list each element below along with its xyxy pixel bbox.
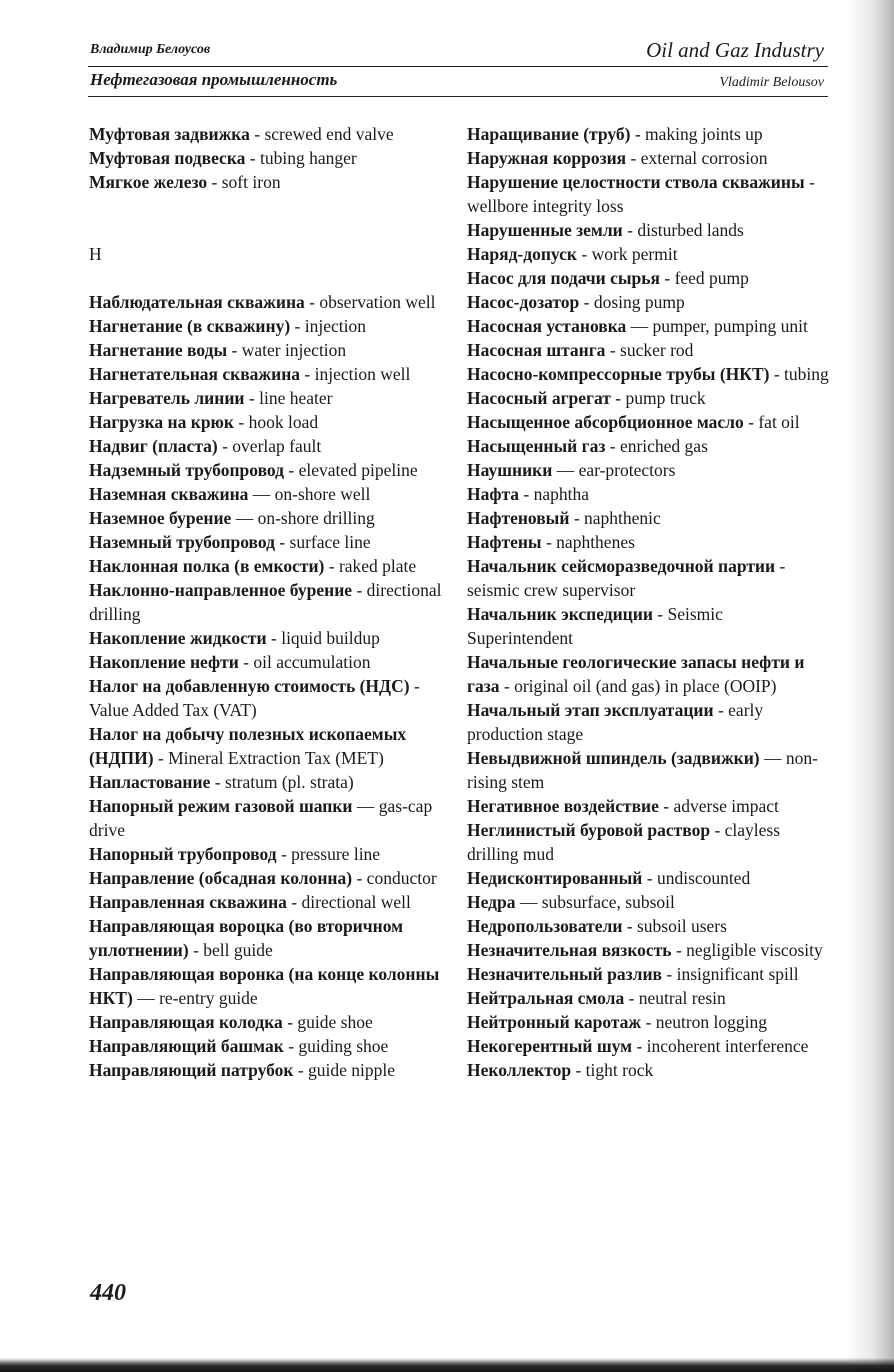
page-edge-shadow (846, 0, 894, 1372)
term-english: directional well (301, 892, 411, 912)
term-separator: - (671, 940, 687, 960)
term-russian: Начальник сейсморазведочной партии (467, 556, 776, 576)
glossary-entry (467, 482, 829, 506)
term-russian: Незначительная вязкость (467, 940, 672, 960)
glossary-entry (89, 170, 449, 194)
term-russian: Начальные геологические запасы нефти и газа (467, 652, 805, 696)
term-separator: - (630, 124, 646, 144)
term-russian: Неколлектор (467, 1060, 572, 1080)
term-russian: Напорный трубопровод (89, 844, 277, 864)
term-english: oil accumulation (253, 652, 371, 672)
term-russian: Направляющая воронка (на конце колонны НКТ) (89, 964, 440, 1008)
term-english: early production stage (467, 700, 764, 744)
term-english: soft iron (221, 172, 281, 192)
term-english: line heater (259, 388, 333, 408)
term-english: neutron logging (655, 1012, 768, 1032)
term-english: enriched gas (619, 436, 708, 456)
term-english: adverse impact (673, 796, 779, 816)
running-head-author: Владимир Белоусов (90, 42, 211, 57)
term-english: overlap fault (232, 436, 322, 456)
term-separator: - (293, 1060, 309, 1080)
term-separator: - (519, 484, 534, 504)
term-russian: Насосная установка (467, 316, 627, 336)
glossary-entry (467, 914, 829, 938)
term-russian: Накопление нефти (89, 652, 239, 672)
term-separator: - (641, 1012, 656, 1032)
glossary-entry (89, 530, 449, 554)
glossary-entry (467, 266, 829, 290)
term-separator: - (249, 124, 265, 144)
glossary-entry (89, 362, 449, 386)
glossary-entry (89, 434, 449, 458)
running-head-title-en: Oil and Gaz Industry (646, 38, 824, 62)
term-russian: Недра (467, 892, 516, 912)
glossary-entry (467, 698, 829, 746)
term-separator: — (515, 892, 542, 912)
glossary-entry (467, 650, 829, 698)
glossary-entry (467, 746, 829, 794)
term-separator: - (304, 292, 320, 312)
glossary-entry (89, 1034, 449, 1058)
term-english: elevated pipeline (298, 460, 418, 480)
term-english: feed pump (674, 268, 749, 288)
term-russian: Недропользователи (467, 916, 623, 936)
term-russian: Нейтронный каротаж (467, 1012, 642, 1032)
running-head-author-en: Vladimir Belousov (719, 75, 824, 90)
term-separator: - (499, 676, 515, 696)
term-russian: Наклонная полка (в емкости) (89, 556, 325, 576)
term-english: Value Added Tax (VAT) (89, 700, 257, 720)
term-separator: - (569, 508, 585, 528)
term-english: tubing (784, 364, 829, 384)
term-separator: - (300, 364, 315, 384)
term-english: wellbore integrity loss (467, 196, 624, 216)
term-russian: Насыщенный газ (467, 436, 606, 456)
term-english: subsurface, subsoil (541, 892, 675, 912)
term-separator: - (579, 292, 594, 312)
term-separator: - (626, 148, 641, 168)
glossary-entry (467, 506, 829, 530)
term-russian: Налог на добавленную стоимость (НДС) (89, 676, 410, 696)
term-english: external corrosion (640, 148, 768, 168)
glossary-entry (467, 242, 829, 266)
term-english: naphthenic (584, 508, 661, 528)
glossary-entry (467, 1034, 829, 1058)
term-russian: Начальный этап эксплуатации (467, 700, 714, 720)
term-russian: Насос для подачи сырья (467, 268, 660, 288)
term-english: dosing pump (593, 292, 685, 312)
term-separator: - (658, 796, 674, 816)
term-separator: - (622, 916, 637, 936)
term-english: naphtha (533, 484, 590, 504)
term-english: neutral resin (638, 988, 726, 1008)
term-russian: Недисконтированный (467, 868, 643, 888)
glossary-entry (89, 242, 449, 266)
term-russian: Наклонно-направленное бурение (89, 580, 353, 600)
term-separator: - (352, 868, 367, 888)
glossary-entry (467, 122, 829, 146)
term-separator: - (188, 940, 204, 960)
term-russian: Наземный трубопровод (89, 532, 275, 552)
term-english: Seismic Superintendent (467, 604, 723, 648)
term-english: on-shore well (274, 484, 371, 504)
term-english: insignificant spill (676, 964, 799, 984)
glossary-entry (467, 890, 829, 914)
term-russian: Направляющий башмак (89, 1036, 284, 1056)
glossary-entry (467, 602, 829, 650)
glossary-entry (89, 410, 449, 434)
term-english: clayless drilling mud (467, 820, 781, 864)
glossary-entry (89, 482, 449, 506)
term-russian: Надвиг (пласта) (89, 436, 218, 456)
header-rule-bottom (88, 96, 828, 97)
spacer (89, 194, 449, 218)
glossary-entry (467, 386, 829, 410)
term-english: sucker rod (620, 340, 694, 360)
term-english: injection well (314, 364, 411, 384)
term-russian: Налог на добычу полезных ископаемых (НДПИ) (89, 724, 407, 768)
glossary-entry (89, 794, 449, 842)
term-english: raked plate (338, 556, 417, 576)
term-russian: Нафта (467, 484, 520, 504)
term-separator: - (245, 148, 260, 168)
glossary-entry (467, 314, 829, 338)
term-separator: - (286, 892, 302, 912)
term-english: tubing hanger (259, 148, 357, 168)
term-english: seismic crew supervisor (467, 580, 636, 600)
term-english: fat oil (758, 412, 800, 432)
term-russian: Нафтены (467, 532, 542, 552)
term-russian: Нарушенные земли (467, 220, 623, 240)
term-english: conductor (366, 868, 437, 888)
term-separator: - (290, 316, 305, 336)
term-separator: - (266, 628, 282, 648)
term-english: surface line (289, 532, 371, 552)
header-rule-top (88, 66, 828, 67)
term-english: naphthenes (556, 532, 635, 552)
term-russian: Муфтовая подвеска (89, 148, 246, 168)
term-english: pump truck (625, 388, 706, 408)
glossary-entry (467, 986, 829, 1010)
term-separator: - (642, 868, 657, 888)
term-russian: Мягкое железо (89, 172, 208, 192)
term-russian: Наблюдательная скважина (89, 292, 305, 312)
glossary-entry (89, 554, 449, 578)
term-separator: - (409, 676, 420, 696)
term-english: pumper, pumping unit (652, 316, 808, 336)
term-separator: - (605, 340, 621, 360)
term-english: non-rising stem (467, 748, 818, 792)
term-english: injection (304, 316, 366, 336)
term-separator: — (231, 508, 258, 528)
term-separator: — (248, 484, 275, 504)
term-separator: — (132, 988, 160, 1008)
term-separator: - (227, 340, 242, 360)
term-english: Mineral Extraction Tax (MET) (168, 748, 384, 768)
term-english: disturbed lands (637, 220, 744, 240)
term-russian: Наращивание (труб) (467, 124, 631, 144)
term-separator: - (610, 388, 626, 408)
glossary-entry (89, 962, 449, 1010)
term-separator: - (284, 460, 299, 480)
term-separator: - (775, 556, 786, 576)
term-separator: - (153, 748, 169, 768)
term-russian: Нарушение целостности ствола скважины (467, 172, 805, 192)
term-english: re-entry guide (159, 988, 258, 1008)
term-russian: Незначительный разлив (467, 964, 663, 984)
term-separator: - (234, 412, 249, 432)
term-russian: Неглинистый буровой раствор (467, 820, 711, 840)
term-russian: Наряд-допуск (467, 244, 577, 264)
term-english: subsoil users (637, 916, 727, 936)
glossary-entry (89, 722, 449, 770)
term-english: screwed end valve (264, 124, 394, 144)
glossary-entry (467, 1058, 829, 1082)
glossary-entry (467, 866, 829, 890)
glossary-entry (89, 458, 449, 482)
term-separator: - (210, 772, 225, 792)
term-english: making joints up (645, 124, 763, 144)
glossary-entry (89, 626, 449, 650)
glossary-entry (467, 962, 829, 986)
glossary-entry (89, 386, 449, 410)
term-separator: - (283, 1036, 299, 1056)
term-separator: - (624, 988, 639, 1008)
glossary-entry (467, 290, 829, 314)
term-english: on-shore drilling (257, 508, 375, 528)
term-english: work permit (591, 244, 678, 264)
term-english: negligible viscosity (686, 940, 823, 960)
term-separator: - (238, 652, 254, 672)
term-russian: Невыдвижной шпиндель (задвижки) (467, 748, 760, 768)
term-russian: Муфтовая задвижка (89, 124, 250, 144)
term-separator: - (276, 844, 292, 864)
term-separator: — (352, 796, 379, 816)
term-russian: Накопление жидкости (89, 628, 267, 648)
term-separator: — (552, 460, 579, 480)
term-separator: - (324, 556, 339, 576)
term-english: Н (89, 244, 102, 264)
term-russian: Некогерентный шум (467, 1036, 633, 1056)
term-english: directional drilling (89, 580, 442, 624)
term-separator: - (659, 268, 675, 288)
glossary-entry (467, 794, 829, 818)
term-separator: - (605, 436, 620, 456)
glossary-entry (89, 314, 449, 338)
term-separator: - (632, 1036, 647, 1056)
glossary-entry (89, 1058, 449, 1082)
term-separator: — (759, 748, 786, 768)
glossary-entry (467, 338, 829, 362)
term-russian: Насосный агрегат (467, 388, 611, 408)
glossary-entry (467, 170, 829, 218)
term-separator: - (710, 820, 725, 840)
term-english: pressure line (291, 844, 381, 864)
term-english: stratum (pl. strata) (224, 772, 354, 792)
glossary-entry (467, 434, 829, 458)
term-english: guide shoe (297, 1012, 373, 1032)
glossary-entry (89, 770, 449, 794)
glossary-entry (89, 290, 449, 314)
term-russian: Направляющая колодка (89, 1012, 283, 1032)
term-separator: - (662, 964, 677, 984)
glossary-entry (89, 122, 449, 146)
term-russian: Направление (обсадная колонна) (89, 868, 353, 888)
term-separator: - (743, 412, 759, 432)
term-separator: - (652, 604, 668, 624)
glossary-entry (467, 362, 829, 386)
term-english: liquid buildup (281, 628, 380, 648)
term-english: guiding shoe (298, 1036, 389, 1056)
term-russian: Начальник экспедиции (467, 604, 653, 624)
term-english: bell guide (203, 940, 273, 960)
glossary-entry (467, 458, 829, 482)
page-number: 440 (90, 1280, 126, 1306)
glossary-entry (89, 674, 449, 722)
term-russian: Насыщенное абсорбционное масло (467, 412, 744, 432)
glossary-column-left (89, 122, 449, 1082)
term-russian: Нагреватель линии (89, 388, 245, 408)
term-separator: - (207, 172, 222, 192)
term-separator: - (571, 1060, 586, 1080)
term-english: gas-cap drive (89, 796, 433, 840)
term-english: water injection (241, 340, 347, 360)
term-russian: Наземное бурение (89, 508, 232, 528)
running-head-title: Нефтегазовая промышленность (90, 70, 338, 89)
term-english: original oil (and gas) in place (OOIP) (514, 676, 777, 696)
glossary-entry (89, 914, 449, 962)
glossary-entry (89, 650, 449, 674)
glossary-entry (89, 1010, 449, 1034)
term-separator: - (804, 172, 815, 192)
term-russian: Направляющий патрубок (89, 1060, 294, 1080)
spacer (89, 266, 449, 290)
term-russian: Наземная скважина (89, 484, 249, 504)
term-russian: Направляющая вороцка (во вторичном уплотнении) (89, 916, 404, 960)
term-english: incoherent interference (646, 1036, 809, 1056)
term-russian: Наружная коррозия (467, 148, 627, 168)
glossary-entry (467, 146, 829, 170)
term-separator: - (769, 364, 785, 384)
glossary-column-right (467, 122, 829, 1082)
term-russian: Насосная штанга (467, 340, 606, 360)
term-separator: - (352, 580, 367, 600)
term-russian: Насос-дозатор (467, 292, 580, 312)
term-russian: Насосно-компрессорные трубы (НКТ) (467, 364, 770, 384)
glossary-entry (467, 818, 829, 866)
term-separator: - (541, 532, 557, 552)
term-english: undiscounted (656, 868, 751, 888)
glossary-entry (89, 506, 449, 530)
term-russian: Нагнетание (в скважину) (89, 316, 291, 336)
glossary-entry (467, 530, 829, 554)
scan-bottom-border (0, 1358, 894, 1372)
glossary-entry (89, 842, 449, 866)
term-separator: - (282, 1012, 298, 1032)
term-separator: - (217, 436, 233, 456)
term-english: hook load (248, 412, 319, 432)
term-russian: Направленная скважина (89, 892, 287, 912)
term-russian: Нейтральная смола (467, 988, 625, 1008)
glossary-entry (89, 866, 449, 890)
term-english: tight rock (585, 1060, 654, 1080)
glossary-entry (467, 938, 829, 962)
glossary-entry (89, 338, 449, 362)
glossary-entry (89, 890, 449, 914)
term-russian: Напорный режим газовой шапки (89, 796, 353, 816)
term-english: guide nipple (308, 1060, 396, 1080)
term-separator: - (244, 388, 260, 408)
term-russian: Наушники (467, 460, 553, 480)
term-russian: Негативное воздействие (467, 796, 659, 816)
term-russian: Нагнетание воды (89, 340, 228, 360)
spacer (89, 218, 449, 242)
term-separator: - (622, 220, 638, 240)
glossary-entry (467, 218, 829, 242)
term-english: observation well (319, 292, 436, 312)
term-separator: - (274, 532, 290, 552)
term-russian: Нафтеновый (467, 508, 570, 528)
term-russian: Напластование (89, 772, 211, 792)
term-separator: - (713, 700, 729, 720)
glossary-entry (89, 146, 449, 170)
glossary-entry (467, 410, 829, 434)
term-separator: — (626, 316, 653, 336)
glossary-entry (467, 1010, 829, 1034)
glossary-entry (467, 554, 829, 602)
term-separator: - (577, 244, 592, 264)
glossary-entry (89, 578, 449, 626)
term-russian: Нагнетательная скважина (89, 364, 301, 384)
term-russian: Нагрузка на крюк (89, 412, 235, 432)
term-english: ear-protectors (578, 460, 676, 480)
term-russian: Надземный трубопровод (89, 460, 285, 480)
